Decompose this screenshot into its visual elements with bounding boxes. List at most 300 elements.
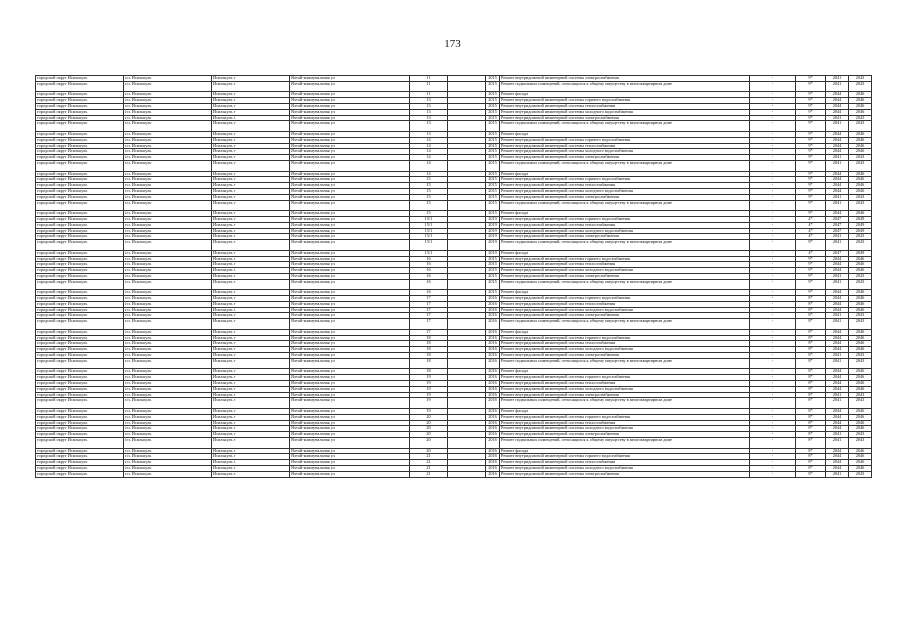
locality-cell: Исилькуль г: [212, 381, 290, 387]
street-cell: Ялтай-коммунальная ул: [290, 183, 410, 189]
year-cell: 2016: [486, 353, 500, 359]
street-cell: Ялтай-коммунальная ул: [290, 313, 410, 319]
start-year-cell: 2044: [826, 409, 849, 415]
house-number-cell: 21: [410, 471, 448, 477]
end-year-cell: 2046: [849, 262, 872, 268]
spacer-cell: -: [750, 358, 796, 369]
street-cell: Ялтай-коммунальная ул: [290, 420, 410, 426]
district-cell: городской округ Исилькуль: [36, 131, 124, 137]
house-number-cell: 20: [410, 426, 448, 432]
start-year-cell: 2041: [826, 392, 849, 398]
house-number-cell: 17: [410, 319, 448, 330]
settlement-cell: г.п. Исилькуль: [124, 414, 212, 420]
spacer-cell: -: [750, 76, 796, 82]
work-type-cell: Ремонт подвальных помещений, относящихся к общему имуществу в многоквартирном доме: [500, 240, 750, 251]
settlement-cell: г.п. Исилькуль: [124, 103, 212, 109]
code-cell: 8*: [796, 414, 826, 420]
start-year-cell: 2041: [826, 234, 849, 240]
end-year-cell: 2049: [849, 216, 872, 222]
locality-cell: Исилькуль г: [212, 183, 290, 189]
house-number-cell: 11: [410, 81, 448, 92]
start-year-cell: 2044: [826, 426, 849, 432]
code-cell: 8*: [796, 386, 826, 392]
house-number-cell: 18: [410, 347, 448, 353]
start-year-cell: 2044: [826, 256, 849, 262]
code-cell: 9*: [796, 149, 826, 155]
settlement-cell: г.п. Исилькуль: [124, 98, 212, 104]
spacer-cell: -: [750, 216, 796, 222]
locality-cell: Исилькуль г: [212, 262, 290, 268]
street-cell: Ялтай-коммунальная ул: [290, 188, 410, 194]
start-year-cell: 2044: [826, 341, 849, 347]
block-cell: [448, 279, 486, 290]
year-cell: 2016: [486, 335, 500, 341]
end-year-cell: 2046: [849, 420, 872, 426]
start-year-cell: 2041: [826, 81, 849, 92]
spacer-cell: -: [750, 438, 796, 449]
street-cell: Ялтай-коммунальная ул: [290, 290, 410, 296]
spacer-cell: -: [750, 211, 796, 217]
code-cell: 9*: [796, 200, 826, 211]
locality-cell: Исилькуль г: [212, 177, 290, 183]
locality-cell: Исилькуль г: [212, 149, 290, 155]
work-type-cell: Ремонт внутридомовой инженерной системы электроснабжения: [500, 155, 750, 161]
start-year-cell: 2044: [826, 296, 849, 302]
street-cell: Ялтай-коммунальная ул: [290, 262, 410, 268]
house-number-cell: 17: [410, 296, 448, 302]
street-cell: Ялтай-коммунальная ул: [290, 296, 410, 302]
code-cell: 9*: [796, 160, 826, 171]
code-cell: 8*: [796, 335, 826, 341]
locality-cell: Исилькуль г: [212, 279, 290, 290]
year-cell: 2016: [486, 398, 500, 409]
settlement-cell: г.п. Исилькуль: [124, 398, 212, 409]
year-cell: 2019: [486, 250, 500, 256]
start-year-cell: 2041: [826, 155, 849, 161]
district-cell: городской округ Исилькуль: [36, 329, 124, 335]
year-cell: 2015: [486, 81, 500, 92]
settlement-cell: г.п. Исилькуль: [124, 420, 212, 426]
spacer-cell: -: [750, 228, 796, 234]
work-type-cell: Ремонт подвальных помещений, относящихся к общему имуществу в многоквартирном доме: [500, 121, 750, 132]
year-cell: 2015: [486, 160, 500, 171]
locality-cell: Исилькуль г: [212, 375, 290, 381]
district-cell: городской округ Исилькуль: [36, 98, 124, 104]
code-cell: 9*: [796, 155, 826, 161]
end-year-cell: 2046: [849, 386, 872, 392]
spacer-cell: -: [750, 454, 796, 460]
house-number-cell: 13: [410, 109, 448, 115]
district-cell: городской округ Исилькуль: [36, 307, 124, 313]
spacer-cell: -: [750, 262, 796, 268]
start-year-cell: 2044: [826, 262, 849, 268]
spacer-cell: -: [750, 313, 796, 319]
code-cell: 8*: [796, 438, 826, 449]
code-cell: 8*: [796, 460, 826, 466]
house-number-cell: 21: [410, 454, 448, 460]
end-year-cell: 2046: [849, 381, 872, 387]
district-cell: городской округ Исилькуль: [36, 216, 124, 222]
house-number-cell: 19: [410, 375, 448, 381]
locality-cell: Исилькуль г: [212, 222, 290, 228]
house-number-cell: 20: [410, 414, 448, 420]
locality-cell: Исилькуль г: [212, 329, 290, 335]
end-year-cell: 2043: [849, 432, 872, 438]
code-cell: 4*: [796, 234, 826, 240]
year-cell: 2016: [486, 296, 500, 302]
end-year-cell: 2049: [849, 250, 872, 256]
start-year-cell: 2044: [826, 307, 849, 313]
settlement-cell: г.п. Исилькуль: [124, 454, 212, 460]
work-type-cell: Ремонт внутридомовой инженерной системы электроснабжения: [500, 432, 750, 438]
work-type-cell: Ремонт фасада: [500, 250, 750, 256]
house-number-cell: 13: [410, 121, 448, 132]
spacer-cell: -: [750, 240, 796, 251]
settlement-cell: г.п. Исилькуль: [124, 250, 212, 256]
start-year-cell: 2041: [826, 273, 849, 279]
spacer-cell: -: [750, 279, 796, 290]
page-number: 173: [444, 38, 461, 50]
spacer-cell: -: [750, 131, 796, 137]
settlement-cell: г.п. Исилькуль: [124, 200, 212, 211]
spacer-cell: -: [750, 194, 796, 200]
street-cell: Ялтай-коммунальная ул: [290, 465, 410, 471]
house-number-cell: 15: [410, 194, 448, 200]
locality-cell: Исилькуль г: [212, 216, 290, 222]
street-cell: Ялтай-коммунальная ул: [290, 256, 410, 262]
house-number-cell: 13: [410, 103, 448, 109]
year-cell: 2015: [486, 273, 500, 279]
start-year-cell: 2041: [826, 358, 849, 369]
spacer-cell: -: [750, 319, 796, 330]
spacer-cell: -: [750, 149, 796, 155]
work-type-cell: Ремонт внутридомовой инженерной системы холодного водоснабжения: [500, 228, 750, 234]
settlement-cell: г.п. Исилькуль: [124, 109, 212, 115]
locality-cell: Исилькуль г: [212, 369, 290, 375]
code-cell: 8*: [796, 392, 826, 398]
house-number-cell: 16: [410, 273, 448, 279]
work-type-cell: Ремонт внутридомовой инженерной системы электроснабжения: [500, 194, 750, 200]
end-year-cell: 2046: [849, 183, 872, 189]
locality-cell: Исилькуль г: [212, 121, 290, 132]
work-type-cell: Ремонт внутридомовой инженерной системы горячего водоснабжения: [500, 177, 750, 183]
code-cell: 9*: [796, 92, 826, 98]
spacer-cell: -: [750, 290, 796, 296]
start-year-cell: 2041: [826, 471, 849, 477]
end-year-cell: 2046: [849, 426, 872, 432]
house-number-cell: 20: [410, 438, 448, 449]
street-cell: Ялтай-коммунальная ул: [290, 240, 410, 251]
district-cell: городской округ Исилькуль: [36, 234, 124, 240]
work-type-cell: Ремонт фасада: [500, 409, 750, 415]
house-number-cell: 15/1: [410, 216, 448, 222]
year-cell: 2015: [486, 256, 500, 262]
block-cell: [448, 438, 486, 449]
work-type-cell: Ремонт внутридомовой инженерной системы горячего водоснабжения: [500, 256, 750, 262]
street-cell: Ялтай-коммунальная ул: [290, 448, 410, 454]
start-year-cell: 2044: [826, 188, 849, 194]
settlement-cell: г.п. Исилькуль: [124, 183, 212, 189]
start-year-cell: 2044: [826, 420, 849, 426]
start-year-cell: 2044: [826, 131, 849, 137]
start-year-cell: 2044: [826, 465, 849, 471]
street-cell: Ялтай-коммунальная ул: [290, 381, 410, 387]
start-year-cell: 2044: [826, 386, 849, 392]
block-cell: [448, 160, 486, 171]
spacer-cell: -: [750, 375, 796, 381]
spacer-cell: -: [750, 103, 796, 109]
end-year-cell: 2043: [849, 155, 872, 161]
settlement-cell: г.п. Исилькуль: [124, 290, 212, 296]
house-number-cell: 20: [410, 420, 448, 426]
table-row: [36, 319, 872, 330]
locality-cell: Исилькуль г: [212, 273, 290, 279]
street-cell: Ялтай-коммунальная ул: [290, 92, 410, 98]
settlement-cell: г.п. Исилькуль: [124, 234, 212, 240]
year-cell: 2016: [486, 319, 500, 330]
work-type-cell: Ремонт подвальных помещений, относящихся к общему имуществу в многоквартирном доме: [500, 200, 750, 211]
spacer-cell: -: [750, 183, 796, 189]
start-year-cell: 2044: [826, 211, 849, 217]
house-number-cell: 14: [410, 143, 448, 149]
settlement-cell: г.п. Исилькуль: [124, 432, 212, 438]
end-year-cell: 2046: [849, 268, 872, 274]
settlement-cell: г.п. Исилькуль: [124, 160, 212, 171]
start-year-cell: 2044: [826, 109, 849, 115]
house-number-cell: 16: [410, 290, 448, 296]
locality-cell: Исилькуль г: [212, 137, 290, 143]
work-type-cell: Ремонт фасада: [500, 448, 750, 454]
start-year-cell: 2041: [826, 194, 849, 200]
house-number-cell: 18: [410, 335, 448, 341]
house-number-cell: 15: [410, 200, 448, 211]
settlement-cell: г.п. Исилькуль: [124, 188, 212, 194]
street-cell: Ялтай-коммунальная ул: [290, 341, 410, 347]
locality-cell: Исилькуль г: [212, 250, 290, 256]
settlement-cell: г.п. Исилькуль: [124, 194, 212, 200]
street-cell: Ялтай-коммунальная ул: [290, 392, 410, 398]
settlement-cell: г.п. Исилькуль: [124, 341, 212, 347]
street-cell: Ялтай-коммунальная ул: [290, 194, 410, 200]
house-number-cell: 15/1: [410, 234, 448, 240]
end-year-cell: 2046: [849, 347, 872, 353]
district-cell: городской округ Исилькуль: [36, 177, 124, 183]
start-year-cell: 2044: [826, 149, 849, 155]
district-cell: городской округ Исилькуль: [36, 313, 124, 319]
start-year-cell: 2044: [826, 268, 849, 274]
street-cell: Ялтай-коммунальная ул: [290, 438, 410, 449]
work-type-cell: Ремонт внутридомовой инженерной системы теплоснабжения: [500, 420, 750, 426]
district-cell: городской округ Исилькуль: [36, 341, 124, 347]
spacer-cell: -: [750, 471, 796, 477]
year-cell: 2015: [486, 115, 500, 121]
district-cell: городской округ Исилькуль: [36, 211, 124, 217]
code-cell: 9*: [796, 211, 826, 217]
start-year-cell: 2041: [826, 438, 849, 449]
settlement-cell: г.п. Исилькуль: [124, 358, 212, 369]
district-cell: городской округ Исилькуль: [36, 358, 124, 369]
work-type-cell: Ремонт внутридомовой инженерной системы электроснабжения: [500, 76, 750, 82]
start-year-cell: 2044: [826, 460, 849, 466]
year-cell: 2016: [486, 392, 500, 398]
end-year-cell: 2046: [849, 137, 872, 143]
start-year-cell: 2044: [826, 375, 849, 381]
work-type-cell: Ремонт фасада: [500, 290, 750, 296]
district-cell: городской округ Исилькуль: [36, 398, 124, 409]
street-cell: Ялтай-коммунальная ул: [290, 426, 410, 432]
settlement-cell: г.п. Исилькуль: [124, 392, 212, 398]
street-cell: Ялтай-коммунальная ул: [290, 471, 410, 477]
work-type-cell: Ремонт внутридомовой инженерной системы теплоснабжения: [500, 460, 750, 466]
end-year-cell: 2046: [849, 188, 872, 194]
street-cell: Ялтай-коммунальная ул: [290, 103, 410, 109]
house-number-cell: 16: [410, 279, 448, 290]
code-cell: 4*: [796, 216, 826, 222]
district-cell: городской округ Исилькуль: [36, 250, 124, 256]
end-year-cell: 2046: [849, 92, 872, 98]
settlement-cell: г.п. Исилькуль: [124, 121, 212, 132]
district-cell: городской округ Исилькуль: [36, 268, 124, 274]
year-cell: 2016: [486, 381, 500, 387]
house-number-cell: 15/1: [410, 250, 448, 256]
end-year-cell: 2046: [849, 149, 872, 155]
spacer-cell: -: [750, 381, 796, 387]
street-cell: Ялтай-коммунальная ул: [290, 211, 410, 217]
year-cell: 2015: [486, 200, 500, 211]
settlement-cell: г.п. Исилькуль: [124, 155, 212, 161]
district-cell: городской округ Исилькуль: [36, 465, 124, 471]
code-cell: 9*: [796, 115, 826, 121]
year-cell: 2015: [486, 268, 500, 274]
settlement-cell: г.п. Исилькуль: [124, 81, 212, 92]
spacer-cell: -: [750, 222, 796, 228]
table-row: [36, 279, 872, 290]
street-cell: Ялтай-коммунальная ул: [290, 375, 410, 381]
house-number-cell: 17: [410, 313, 448, 319]
year-cell: 2015: [486, 171, 500, 177]
district-cell: городской округ Исилькуль: [36, 279, 124, 290]
district-cell: городской округ Исилькуль: [36, 155, 124, 161]
end-year-cell: 2046: [849, 460, 872, 466]
spacer-cell: -: [750, 188, 796, 194]
code-cell: 9*: [796, 279, 826, 290]
start-year-cell: 2044: [826, 301, 849, 307]
code-cell: 8*: [796, 420, 826, 426]
house-number-cell: 17: [410, 307, 448, 313]
spacer-cell: -: [750, 81, 796, 92]
locality-cell: Исилькуль г: [212, 438, 290, 449]
block-cell: [448, 81, 486, 92]
work-type-cell: Ремонт подвальных помещений, относящихся к общему имуществу в многоквартирном доме: [500, 438, 750, 449]
locality-cell: Исилькуль г: [212, 171, 290, 177]
start-year-cell: 2044: [826, 177, 849, 183]
house-number-cell: 14: [410, 155, 448, 161]
locality-cell: Исилькуль г: [212, 347, 290, 353]
spacer-cell: -: [750, 335, 796, 341]
year-cell: 2016: [486, 454, 500, 460]
locality-cell: Исилькуль г: [212, 426, 290, 432]
settlement-cell: г.п. Исилькуль: [124, 313, 212, 319]
district-cell: городской округ Исилькуль: [36, 420, 124, 426]
street-cell: Ялтай-коммунальная ул: [290, 409, 410, 415]
work-type-cell: Ремонт внутридомовой инженерной системы горячего водоснабжения: [500, 414, 750, 420]
locality-cell: Исилькуль г: [212, 188, 290, 194]
street-cell: Ялтай-коммунальная ул: [290, 301, 410, 307]
code-cell: 8*: [796, 398, 826, 409]
code-cell: 9*: [796, 98, 826, 104]
code-cell: 9*: [796, 143, 826, 149]
house-number-cell: 13: [410, 98, 448, 104]
table-row: [36, 81, 872, 92]
code-cell: 8*: [796, 448, 826, 454]
street-cell: Ялтай-коммунальная ул: [290, 216, 410, 222]
code-cell: 9*: [796, 177, 826, 183]
street-cell: Ялтай-коммунальная ул: [290, 460, 410, 466]
end-year-cell: 2043: [849, 279, 872, 290]
locality-cell: Исилькуль г: [212, 131, 290, 137]
street-cell: Ялтай-коммунальная ул: [290, 143, 410, 149]
locality-cell: Исилькуль г: [212, 301, 290, 307]
work-type-cell: Ремонт внутридомовой инженерной системы электроснабжения: [500, 471, 750, 477]
spacer-cell: -: [750, 273, 796, 279]
end-year-cell: 2046: [849, 143, 872, 149]
settlement-cell: г.п. Исилькуль: [124, 228, 212, 234]
street-cell: Ялтай-коммунальная ул: [290, 121, 410, 132]
district-cell: городской округ Исилькуль: [36, 115, 124, 121]
house-number-cell: 13: [410, 131, 448, 137]
code-cell: 8*: [796, 426, 826, 432]
work-type-cell: Ремонт фасада: [500, 211, 750, 217]
end-year-cell: 2043: [849, 319, 872, 330]
end-year-cell: 2043: [849, 200, 872, 211]
work-type-cell: Ремонт подвальных помещений, относящихся к общему имуществу в многоквартирном доме: [500, 81, 750, 92]
district-cell: городской округ Исилькуль: [36, 200, 124, 211]
work-type-cell: Ремонт внутридомовой инженерной системы горячего водоснабжения: [500, 375, 750, 381]
house-number-cell: 15/1: [410, 240, 448, 251]
settlement-cell: г.п. Исилькуль: [124, 426, 212, 432]
locality-cell: Исилькуль г: [212, 160, 290, 171]
end-year-cell: 2043: [849, 353, 872, 359]
code-cell: 9*: [796, 256, 826, 262]
house-number-cell: 15/1: [410, 228, 448, 234]
end-year-cell: 2046: [849, 369, 872, 375]
work-type-cell: Ремонт внутридомовой инженерной системы холодного водоснабжения: [500, 268, 750, 274]
year-cell: 2015: [486, 103, 500, 109]
work-type-cell: Ремонт внутридомовой инженерной системы теплоснабжения: [500, 262, 750, 268]
locality-cell: Исилькуль г: [212, 143, 290, 149]
locality-cell: Исилькуль г: [212, 341, 290, 347]
end-year-cell: 2046: [849, 296, 872, 302]
start-year-cell: 2044: [826, 329, 849, 335]
district-cell: городской округ Исилькуль: [36, 160, 124, 171]
year-cell: 2015: [486, 262, 500, 268]
block-cell: [448, 471, 486, 477]
locality-cell: Исилькуль г: [212, 409, 290, 415]
start-year-cell: 2044: [826, 448, 849, 454]
settlement-cell: г.п. Исилькуль: [124, 347, 212, 353]
district-cell: городской округ Исилькуль: [36, 240, 124, 251]
code-cell: 8*: [796, 369, 826, 375]
end-year-cell: 2043: [849, 76, 872, 82]
work-type-cell: Ремонт внутридомовой инженерной системы теплоснабжения: [500, 381, 750, 387]
house-number-cell: 14: [410, 160, 448, 171]
year-cell: 2016: [486, 409, 500, 415]
code-cell: 9*: [796, 171, 826, 177]
start-year-cell: 2041: [826, 279, 849, 290]
code-cell: 8*: [796, 347, 826, 353]
end-year-cell: 2043: [849, 240, 872, 251]
end-year-cell: 2046: [849, 256, 872, 262]
